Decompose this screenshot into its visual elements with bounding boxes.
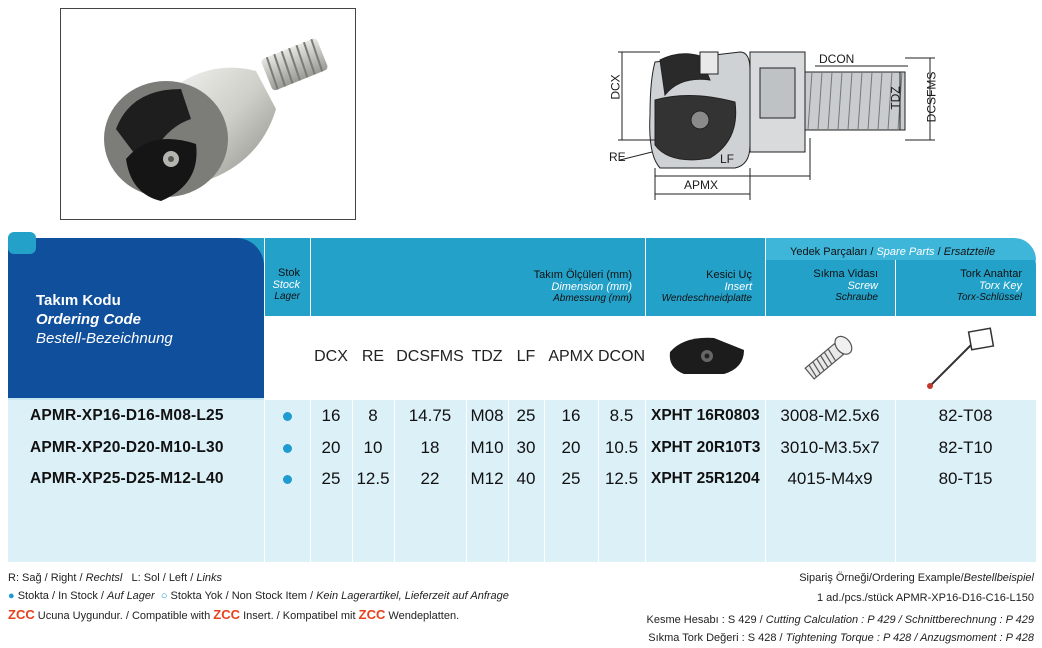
legend-zcc: ZCC Ucuna Uygundur. / Compatible with ZCC Insert. / Kompatibel mit ZCC Wendeplatten.	[8, 607, 460, 622]
row-ordering-code: APMR-XP16-D16-M08-L25	[30, 407, 224, 424]
cell-apmx: 16	[561, 406, 581, 425]
cell-dcon: 10.5	[604, 438, 639, 457]
cell-tdz: M10	[470, 438, 504, 457]
label-dcon: DCON	[819, 52, 855, 66]
col-tdz: TDZ	[471, 348, 503, 365]
label-tdz: TDZ	[888, 86, 903, 110]
cutting-calculation: Kesme Hesabı : S 429 / Cutting Calculation : P 429 / Schnittberechnung : P 429	[646, 614, 1034, 626]
cell-tdz: M12	[470, 469, 504, 488]
stock-header: Stok Stock Lager	[272, 267, 300, 302]
col-dcon: DCON	[598, 348, 646, 365]
spare-parts-title: Yedek Parçaları / Spare Parts / Ersatzteile	[790, 246, 996, 258]
label-lf: LF	[720, 152, 735, 166]
in-stock-dot-icon	[283, 412, 292, 421]
screw-image	[796, 324, 866, 390]
cell-lf: 40	[516, 469, 536, 488]
cell-dcon: 8.5	[609, 406, 634, 425]
key-header: Tork Anahtar Torx Key Torx-Schlüssel	[956, 268, 1022, 303]
cell-screw: 3008-M2.5x6	[780, 406, 880, 425]
product-photo	[60, 8, 356, 220]
ordering-example-title: Sipariş Örneği/Ordering Example/Bestellbeispiel	[799, 572, 1034, 584]
cell-insert: XPHT 20R10T3	[651, 439, 761, 456]
cell-dcon: 12.5	[604, 469, 639, 488]
col-dcsfms: DCSFMS	[396, 348, 464, 365]
col-dcx: DCX	[314, 348, 348, 365]
cell-dcsfms: 22	[420, 469, 440, 488]
cell-dcsfms: 14.75	[408, 406, 452, 425]
row-ordering-code: APMR-XP25-D25-M12-L40	[30, 470, 224, 487]
cell-key: 82-T08	[938, 406, 993, 425]
tightening-torque: Sıkma Tork Değeri : S 428 / Tightening Torque : P 428 / Anzugsmoment : P 428	[648, 632, 1034, 644]
ordering-example-value: 1 ad./pcs./stück APMR-XP16-D16-C16-L150	[816, 592, 1034, 604]
legend-right-left: R: Sağ / Right / Rechtsl L: Sol / Left / Links	[8, 572, 223, 584]
cell-lf: 25	[516, 406, 536, 425]
cell-dcsfms: 18	[420, 438, 440, 457]
in-stock-dot-icon	[283, 444, 292, 453]
technical-drawing	[600, 40, 960, 200]
screw-header: Sıkma Vidası Screw Schraube	[813, 268, 878, 303]
cell-key: 80-T15	[938, 469, 993, 488]
cell-insert: XPHT 25R1204	[651, 470, 760, 487]
col-lf: LF	[516, 348, 536, 365]
col-re: RE	[361, 348, 385, 365]
dimensions-header: Takım Ölçüleri (mm) Dimension (mm) Abmessung (mm)	[533, 269, 632, 304]
label-dcsfms: DCSFMS	[924, 71, 939, 123]
legend-stock: ● Stokta / In Stock / Auf Lager ○ Stokta Yok / Non Stock Item / Kein Lagerartikel, Lieferzeit auf Anfrage	[8, 590, 509, 602]
insert-header: Kesici Uç Insert Wendeschneidplatte	[661, 269, 752, 304]
cell-screw: 4015-M4x9	[787, 469, 873, 488]
ordering-code-de: Bestell-Bezeichnung	[36, 330, 173, 347]
row-ordering-code: APMR-XP20-D20-M10-L30	[30, 439, 224, 456]
cell-dcx: 25	[321, 469, 341, 488]
corner-tab-icon	[8, 232, 36, 254]
cell-dcx: 16	[321, 406, 341, 425]
ordering-code-tr: Takım Kodu	[36, 292, 121, 309]
col-apmx: APMX	[548, 348, 594, 365]
cell-lf: 30	[516, 438, 536, 457]
cell-insert: XPHT 16R0803	[651, 407, 760, 424]
cell-apmx: 25	[561, 469, 581, 488]
cell-re: 8	[368, 406, 378, 425]
cell-tdz: M08	[470, 406, 504, 425]
cell-re: 12.5	[356, 469, 390, 488]
cell-apmx: 20	[561, 438, 581, 457]
label-apmx: APMX	[684, 178, 719, 192]
ordering-code-en: Ordering Code	[36, 311, 142, 328]
cell-key: 82-T10	[938, 438, 993, 457]
in-stock-dot-icon	[283, 475, 292, 484]
end-mill-image	[61, 9, 355, 219]
torx-key-image	[920, 324, 1000, 394]
cell-re: 10	[363, 438, 383, 457]
label-dcx: DCX	[608, 74, 623, 100]
insert-image	[664, 330, 750, 380]
label-re: RE	[609, 150, 626, 164]
cell-screw: 3010-M3.5x7	[780, 438, 880, 457]
ordering-code-header	[8, 238, 264, 398]
cell-dcx: 20	[321, 438, 341, 457]
